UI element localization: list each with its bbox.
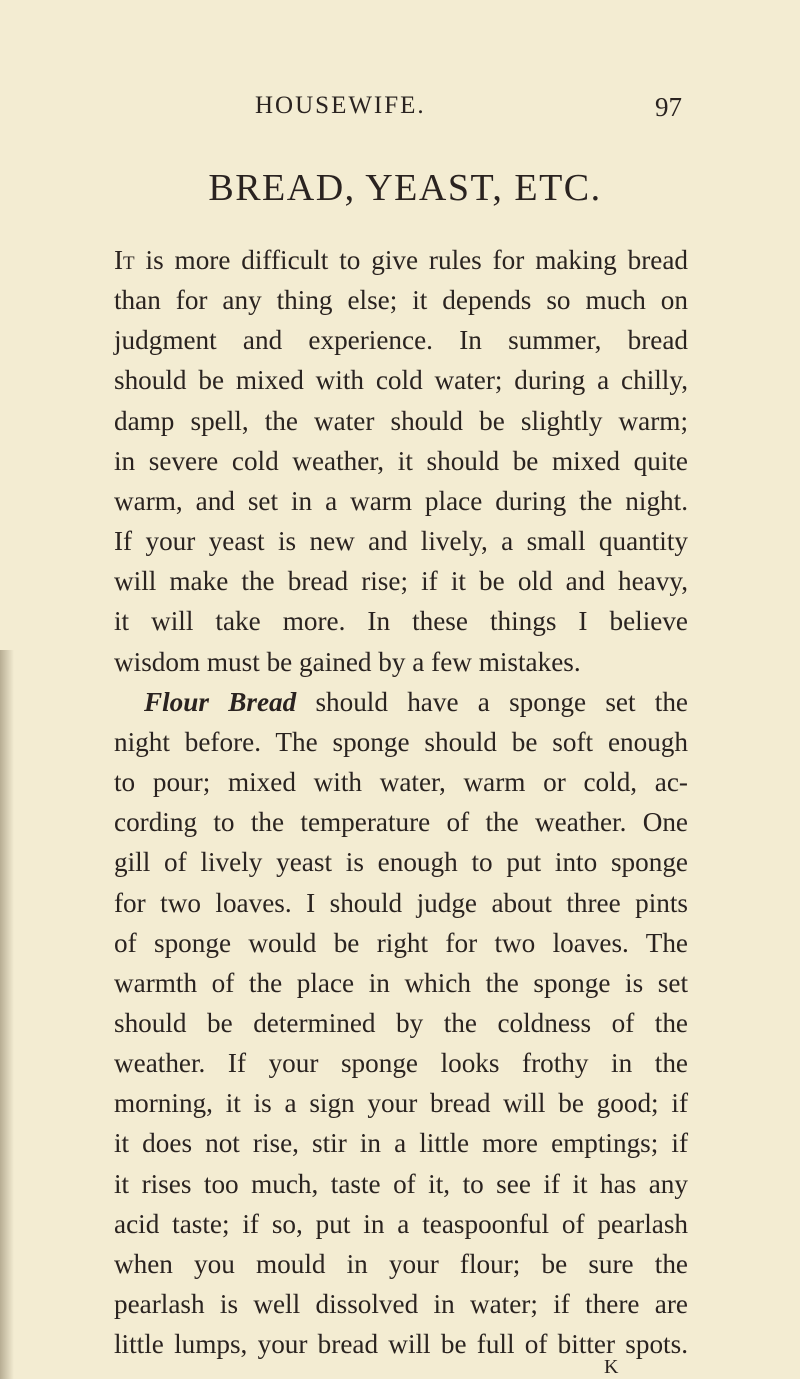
signature-mark: K (604, 1356, 620, 1378)
text-line: it rises too much, taste of it, to see if it has any (114, 1168, 688, 1199)
text-line: cording to the temperature of the weather. One (114, 807, 688, 838)
text-line: It is more difficult to give rules for making bread (114, 245, 688, 275)
text-line: warmth of the place in which the sponge is set (114, 967, 688, 998)
text-line: damp spell, the water should be slightly warm; (114, 405, 688, 436)
text-line: should be mixed with cold water; during a chilly, (114, 365, 688, 396)
running-head (0, 92, 800, 128)
text-line: little lumps, your bread will be full of bitter spots. (114, 1329, 688, 1360)
text-line: pearlash is well dissolved in water; if there are (114, 1289, 688, 1320)
text-line: weather. If your sponge looks frothy in the (114, 1048, 688, 1079)
italic-heading: Flour Bread (144, 686, 297, 717)
text-line: for two loaves. I should judge about three pints (114, 887, 688, 918)
text-line: should be determined by the coldness of the (114, 1007, 688, 1038)
text-line: when you mould in your flour; be sure the (114, 1248, 688, 1279)
text-line: morning, it is a sign your bread will be good; if (114, 1088, 688, 1119)
page-number: 97 (655, 92, 682, 122)
text-line: it does not rise, stir in a little more emptings; if (114, 1128, 688, 1159)
text-line: warm, and set in a warm place during the night. (114, 485, 688, 516)
text-line: judgment and experience. In summer, bread (114, 325, 688, 356)
chapter-title: BREAD, YEAST, ETC. (208, 167, 602, 209)
text-line: If your yeast is new and lively, a small quantity (114, 526, 688, 557)
text-line: gill of lively yeast is enough to put into sponge (114, 847, 688, 878)
text-line: it will take more. In these things I believe (114, 606, 688, 637)
page-edge-shadow (0, 650, 14, 1379)
text-line: in severe cold weather, it should be mixed quite (114, 445, 688, 476)
text-line: than for any thing else; it depends so much on (114, 285, 688, 316)
text-line: acid taste; if so, put in a teaspoonful of pearlash (114, 1208, 688, 1239)
text-line: will make the bread rise; if it be old and heavy, (114, 566, 688, 597)
text-line: of sponge would be right for two loaves. The (114, 927, 688, 958)
text-line: night before. The sponge should be soft enough (114, 726, 688, 757)
running-title: HOUSEWIFE. (255, 92, 426, 119)
text-line: Flour Bread should have a sponge set the (144, 686, 688, 717)
body-text (114, 240, 688, 1364)
text-line: to pour; mixed with water, warm or cold, ac- (114, 767, 688, 798)
text-line: wisdom must be gained by a few mistakes. (114, 646, 581, 677)
lead-word: It (114, 245, 135, 275)
